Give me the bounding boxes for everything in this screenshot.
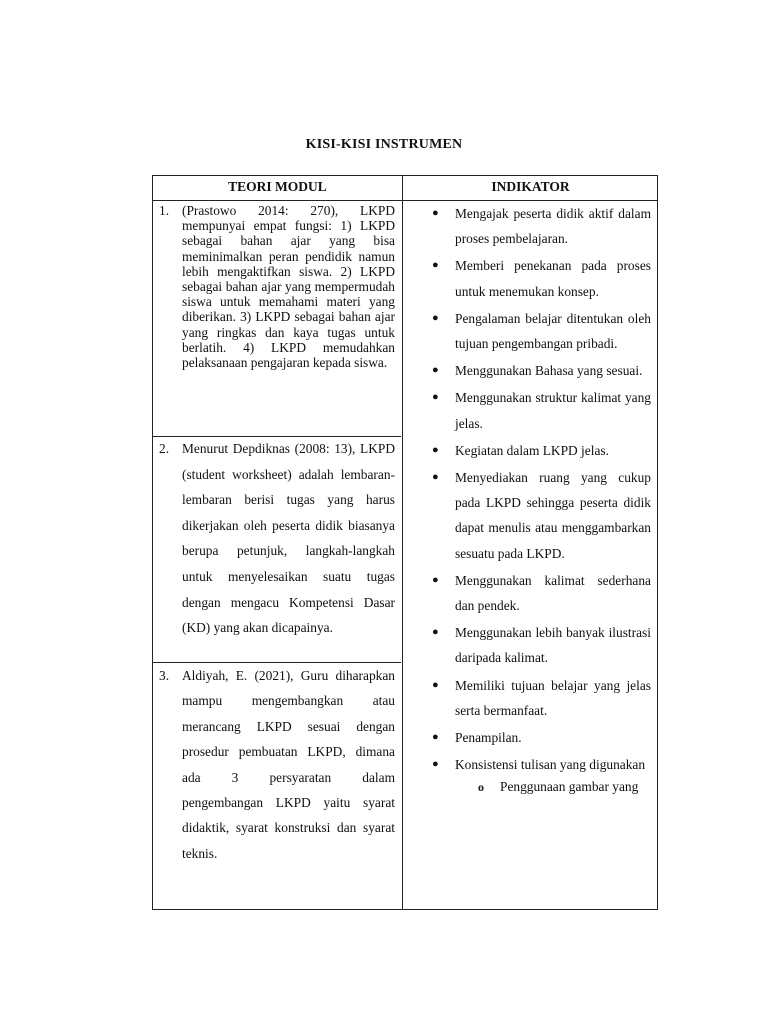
bullet-icon: ●: [432, 311, 439, 324]
indikator-item: ● Mengajak peserta didik aktif dalam proses pembelajaran.: [429, 201, 651, 251]
indikator-list: [429, 201, 651, 795]
indikator-item: ● Penampilan.: [429, 725, 651, 750]
indikator-item: ● Memberi penekanan pada proses untuk menemukan konsep.: [429, 253, 651, 303]
indikator-item: ● Menggunakan lebih banyak ilustrasi daripada kalimat.: [429, 620, 651, 670]
bullet-icon: ●: [432, 758, 439, 771]
indikator-item: ● Menggunakan Bahasa yang sesuai.: [429, 358, 651, 383]
indikator-item: ● Menyediakan ruang yang cukup pada LKPD sehingga peserta didik dapat menulis atau menggambarkan sesuatu pada LKPD.: [429, 465, 651, 566]
teori-text: Aldiyah, E. (2021), Guru diharapkan mampu mengembangkan atau merancang LKPD sesuai dengan prosedur pembuatan LKPD, dimana ada 3 persyaratan dalam pengembangan LKPD yaitu syarat didaktik, syarat konstruksi dan syarat teknis.: [182, 668, 395, 861]
bullet-icon: ●: [432, 626, 439, 639]
bullet-icon: ●: [432, 443, 439, 456]
teori-text: (Prastowo 2014: 270), LKPD mempunyai empat fungsi: 1) LKPD sebagai bahan ajar yang bisa meminimalkan peran pendidik namun lebih mengaktifkan siswa. 2) LKPD sebagai bahan ajar yang mempermudah siswa untuk memahami materi yang diberikan. 3) LKPD sebagai bahan ajar yang ringkas dan kaya tugas untuk berlatih. 4) LKPD memudahkan pelaksanaan pengajaran kepada siswa.: [182, 203, 395, 371]
bullet-icon: ●: [432, 471, 439, 484]
indikator-item: ● Menggunakan struktur kalimat yang jelas.: [429, 385, 651, 435]
indikator-item: ● Konsistensi tulisan yang digunakan: [429, 752, 651, 777]
teori-row-2: [159, 436, 395, 641]
teori-row-3: [159, 663, 395, 866]
bullet-icon: ●: [432, 259, 439, 272]
sub-indikator-item: o Penggunaan gambar yang: [478, 779, 639, 795]
bullet-icon: ●: [432, 207, 439, 219]
bullet-icon: ●: [432, 678, 439, 691]
bullet-icon: ●: [432, 573, 439, 586]
indikator-item: ● Pengalaman belajar ditentukan oleh tujuan pengembangan pribadi.: [429, 306, 651, 356]
document-title: KISI-KISI INSTRUMEN: [305, 137, 463, 152]
bullet-icon: ●: [432, 364, 439, 377]
row-number: 3.: [159, 668, 170, 683]
indikator-item: ● Menggunakan kalimat sederhana dan pendek.: [429, 568, 651, 618]
indikator-item: ● Memiliki tujuan belajar yang jelas serta bermanfaat.: [429, 673, 651, 723]
teori-row-1: [159, 203, 395, 370]
bullet-icon: ●: [432, 731, 439, 744]
header-indikator: INDIKATOR: [491, 179, 570, 194]
bullet-icon: ●: [432, 391, 439, 404]
teori-text: Menurut Depdiknas (2008: 13), LKPD (student worksheet) adalah lembaran-lembaran berisi tugas yang harus dikerjakan oleh peserta didik biasanya berupa petunjuk, langkah-langkah untuk menyelesaikan suatu tugas dengan mengacu Kompetensi Dasar (KD) yang akan dicapainya.: [182, 441, 395, 636]
column-divider: [402, 176, 403, 909]
row-number: 1.: [159, 203, 170, 218]
kisi-kisi-table: [152, 175, 658, 910]
circle-bullet-icon: o: [478, 780, 484, 795]
header-teori-modul: TEORI MODUL: [228, 179, 327, 194]
indikator-item: ● Kegiatan dalam LKPD jelas.: [429, 438, 651, 463]
row-number: 2.: [159, 441, 170, 456]
